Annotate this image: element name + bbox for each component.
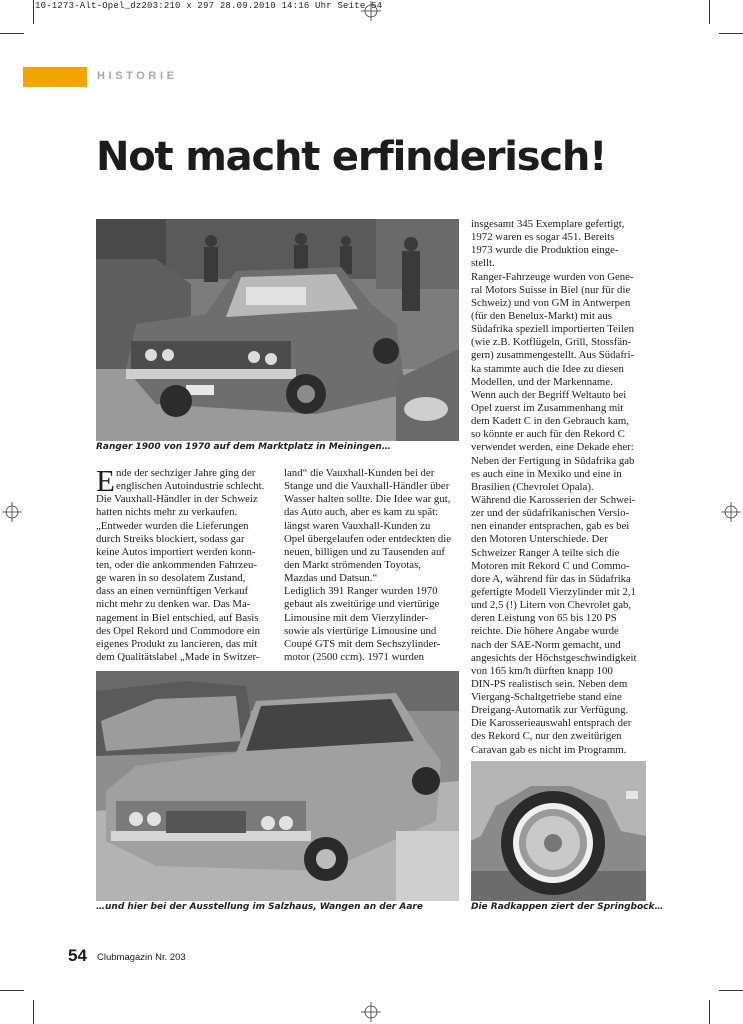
text-line: Mazdas und Datsun.“ <box>284 572 378 585</box>
page-number: 54 <box>68 946 87 965</box>
text-line: dem Kadett C in den Gebrauch kam, <box>471 415 630 428</box>
crop-mark <box>709 1000 710 1024</box>
text-line: Coupé GTS mit dem Sechszylinder- <box>284 637 441 650</box>
text-line: deren Leistung von 65 bis 120 PS <box>471 612 617 625</box>
text-line: Die Vauxhall-Händler in der Schweiz <box>96 493 258 506</box>
text-line: verwendet werden, eine Dekade eher: <box>471 441 634 454</box>
text-line: Stange und die Vauxhall-Händler über <box>284 480 450 493</box>
text-line: sowie als viertürige Limousine und <box>284 624 437 637</box>
text-line: das Auto auch, aber es kam zu spät: <box>284 506 439 519</box>
print-slug: 10-1273-Alt-Opel_dz203:210 x 297 28.09.2010 14:16 Uhr Seite 54 <box>35 1 383 11</box>
photo-caption: …und hier bei der Ausstellung im Salzhaus, Wangen an der Aare <box>96 902 423 912</box>
text-line: englischen Autoindustrie schlecht. <box>115 480 265 493</box>
registration-mark-icon <box>361 1 381 21</box>
text-line: nicht mehr zu denken war. Das Ma- <box>96 598 251 611</box>
text-line: DIN-PS realistisch sein. Neben dem <box>471 677 628 690</box>
text-line: Schweiz) und von GM in Antwerpen <box>471 296 631 309</box>
text-line: des Opel Rekord und Commodore ein <box>96 624 261 637</box>
section-accent-bar <box>23 67 87 87</box>
text-line: ten, oder die ankommenden Fahrzeu- <box>96 558 257 571</box>
text-line: eigenes Produkt zu lancieren, das mit <box>96 637 258 650</box>
text-line: nach der SAE-Norm gemacht, und <box>471 638 621 651</box>
text-line: „Entweder wurden die Lieferungen <box>96 519 249 532</box>
article-column-2 <box>284 467 460 664</box>
photo-caption: Ranger 1900 von 1970 auf dem Marktplatz in Meiningen… <box>96 442 391 452</box>
text-line: nen einander entsprachen, gab es bei <box>471 520 630 533</box>
text-line: Viergang-Schaltgetriebe stand eine <box>471 691 622 704</box>
text-line: Neben der Fertigung in Südafrika gab <box>471 454 635 467</box>
text-line: reichte. Die höhere Angabe wurde <box>471 625 619 638</box>
text-line: land“ die Vauxhall-Kunden bei der <box>284 467 435 479</box>
text-line: Opel zuerst im Zusammenhang mit <box>471 401 624 414</box>
article-headline: Not macht erfinderisch! <box>96 134 607 180</box>
crop-mark <box>719 990 743 991</box>
photo-caption: Die Radkappen ziert der Springbock… <box>471 902 664 912</box>
text-line: Opel übergelaufen oder entdeckten die <box>284 532 452 545</box>
text-line: Wasser halten sollte. Die Idee war gut, <box>284 493 451 506</box>
article-column-3 <box>471 218 646 757</box>
text-line: gern) zusammengestellt. Aus Südafri- <box>471 349 635 362</box>
text-line: Limousine mit dem Vierzylinder- <box>284 611 429 624</box>
photo-hubcap <box>471 761 646 901</box>
crop-mark <box>0 33 24 34</box>
text-line: Wenn auch der Begriff Weltauto bei <box>471 388 627 401</box>
text-line: stellt. <box>471 257 495 270</box>
dropcap: E <box>96 463 115 498</box>
text-line: 1973 wurde die Produktion einge- <box>471 244 619 257</box>
text-line: motor (2500 ccm). 1971 wurden <box>284 650 425 663</box>
article-column-1 <box>96 463 272 664</box>
text-line: des Rekord C, nur den zweitürigen <box>471 730 622 743</box>
registration-mark-icon <box>721 502 741 522</box>
text-line: Während die Karosserien der Schwei- <box>471 493 636 506</box>
text-line: Südafrika speziell importierten Teilen <box>471 323 635 336</box>
text-line: neuen, billigen und zu Tausenden auf <box>284 545 445 558</box>
text-line: hatten nichts mehr zu verkaufen. <box>96 506 238 519</box>
text-line: zer und der südafrikanischen Versio- <box>471 507 630 520</box>
magazine-name: Clubmagazin Nr. 203 <box>97 952 186 963</box>
text-line: den Motoren Unterschiede. Der <box>471 533 608 546</box>
text-line: nagement in Biel entschied, auf Basis <box>96 611 259 624</box>
text-line: ge waren in so desolatem Zustand, <box>96 572 246 585</box>
text-line: nde der sechziger Jahre ging der <box>115 467 256 479</box>
text-line: Brasilien (Chevrolet Opala). <box>471 480 594 493</box>
text-line: Caravan gab es nicht im Programm. <box>471 743 627 756</box>
text-line: von 165 km/h dürften knapp 100 <box>471 664 613 677</box>
text-line: Motoren mit Rekord C und Commo- <box>471 559 630 572</box>
crop-mark <box>33 0 34 24</box>
text-line: keine Autos importiert werden konn- <box>96 545 256 558</box>
text-line: so könnte er auch für den Rekord C <box>471 428 625 441</box>
photo-ranger-exhibition <box>96 671 459 901</box>
text-line: dass an einen vernünftigen Verkauf <box>96 585 249 598</box>
text-line: Dreigang-Automatik zur Verfügung. <box>471 704 629 717</box>
text-line: Ranger-Fahrzeuge wurden von Gene- <box>471 270 634 283</box>
text-line: durch Streiks blockiert, sodass gar <box>96 532 245 545</box>
text-line: längst waren Vauxhall-Kunden zu <box>284 519 431 532</box>
text-line: Die Karosserieauswahl entsprach der <box>471 717 632 730</box>
crop-mark <box>709 0 710 24</box>
text-line: ka stammte auch die Idee zu diesen <box>471 362 624 375</box>
text-line: angesichts der Höchstgeschwindigkeit <box>471 651 637 664</box>
text-line: (für den Benelux-Markt) mit aus <box>471 309 612 322</box>
text-line: dore A, während für das in Südafrika <box>471 572 631 585</box>
crop-mark <box>719 33 743 34</box>
text-line: 1972 waren es sogar 451. Bereits <box>471 231 615 244</box>
crop-mark <box>0 990 24 991</box>
text-line: es auch eine in Mexiko und eine in <box>471 467 622 480</box>
photo-ranger-marketplace <box>96 219 459 441</box>
crop-mark <box>33 1000 34 1024</box>
text-line: (wie z.B. Kotflügeln, Grill, Stossfän- <box>471 336 632 349</box>
text-line: Lediglich 391 Ranger wurden 1970 <box>284 585 438 598</box>
text-line: gefertigte Modell Vierzylinder mit 2,1 <box>471 585 636 598</box>
text-line: insgesamt 345 Exemplare gefertigt, <box>471 218 625 230</box>
text-line: ral Motors Suisse in Biel (nur für die <box>471 283 631 296</box>
text-line: Modellen, und der Markenname. <box>471 375 613 388</box>
text-line: Schweizer Ranger A teilte sich die <box>471 546 620 559</box>
text-line: dem Qualitätslabel „Made in Switzer- <box>96 650 260 663</box>
registration-mark-icon <box>2 502 22 522</box>
text-line: gebaut als zweitürige und viertürige <box>284 598 440 611</box>
text-line: den Markt strömenden Toyotas, <box>284 558 421 571</box>
section-label: HISTORIE <box>97 70 178 82</box>
registration-mark-icon <box>361 1002 381 1022</box>
text-line: und 2,5 (!) Litern von Chevrolet gab, <box>471 599 632 612</box>
